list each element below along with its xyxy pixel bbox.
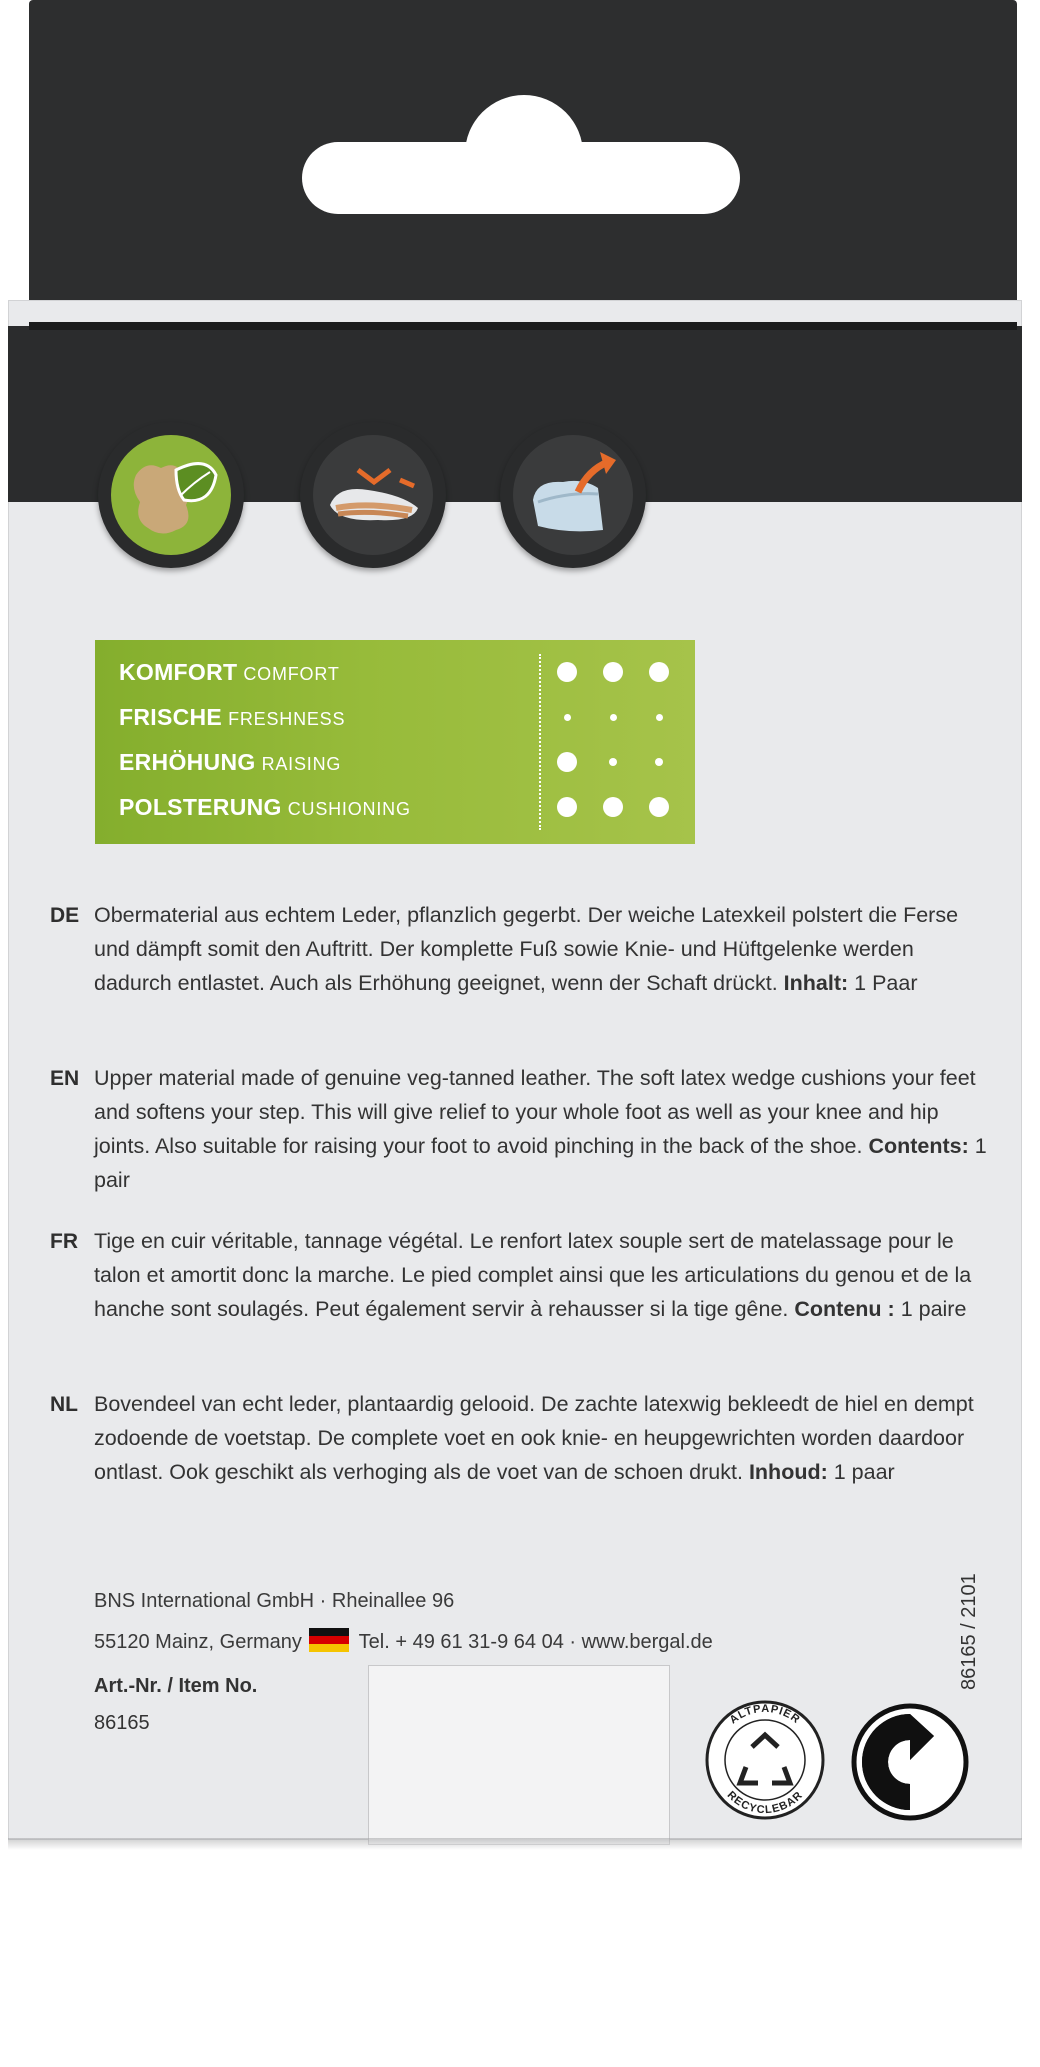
feature-label-de: KOMFORT	[119, 659, 238, 685]
feature-label-de: FRISCHE	[119, 704, 223, 730]
rating-dot	[557, 752, 577, 772]
rating-dot	[557, 662, 577, 682]
contents-value: 1 pair	[94, 1134, 987, 1192]
lang-code-en: EN	[50, 1067, 80, 1090]
lang-code-nl: NL	[50, 1393, 78, 1416]
rating-dot	[557, 797, 577, 817]
feature-label-en: COMFORT	[243, 664, 340, 684]
feature-label-de: ERHÖHUNG	[119, 749, 256, 775]
description-text: Bovendeel van echt leder, plantaardig gelooid. De zachte latexwig bekleedt de hiel en dempt zodoende de voetstap. De complete voet en ook knie- en heupgewrichten worden daardoor ontlast. Ook geschikt als verhoging als de voet van de schoen drukt.	[94, 1392, 974, 1484]
description-fr	[94, 1224, 994, 1326]
item-number-label: Art.-Nr. / Item No.	[94, 1675, 258, 1697]
company-contact	[94, 1628, 713, 1654]
description-nl	[94, 1387, 994, 1489]
contents-value: 1 Paar	[854, 971, 918, 995]
vertical-code: 86165 / 2101	[958, 1573, 980, 1690]
barcode-area	[368, 1665, 670, 1845]
feature-row-cushioning	[119, 787, 411, 827]
contents-label: Inhalt:	[783, 971, 849, 995]
raising-arrow-icon	[500, 422, 646, 568]
rating-dot	[649, 797, 669, 817]
rating-dot	[609, 758, 617, 766]
feature-label-en: CUSHIONING	[287, 799, 411, 819]
rating-divider	[539, 654, 541, 830]
description-text: Tige en cuir véritable, tannage végétal. Le renfort latex souple sert de matelassage pour le talon et amortit donc la marche. Le pied complet ainsi que les articulations du genou et de la hanche sont soulagés. Peut également servir à rehausser si la tige gêne.	[94, 1229, 972, 1321]
rating-dot	[603, 662, 623, 682]
leather-leaf-icon	[98, 422, 244, 568]
contents-value: 1 paar	[833, 1460, 895, 1484]
lang-code-de: DE	[50, 904, 80, 927]
recycle-badge-icon	[700, 1695, 830, 1825]
rating-dot	[655, 758, 663, 766]
item-number: 86165	[94, 1712, 150, 1734]
flap-crease	[29, 322, 1017, 330]
rating-dot	[603, 797, 623, 817]
rating-dot	[649, 662, 669, 682]
rating-dot	[656, 714, 663, 721]
description-en	[94, 1061, 994, 1197]
feature-label-en: RAISING	[261, 754, 342, 774]
company-city: 55120 Mainz, Germany	[94, 1631, 302, 1653]
feature-label-en: FRESHNESS	[228, 709, 346, 729]
feature-row-freshness	[119, 697, 345, 737]
box-bottom-edge	[8, 1838, 1022, 1850]
recycle-badge-top: ALTPAPIER	[727, 1702, 803, 1727]
lang-code-fr: FR	[50, 1230, 78, 1253]
description-de	[94, 898, 994, 1000]
green-dot-icon	[848, 1700, 972, 1824]
company-address: BNS International GmbH · Rheinallee 96	[94, 1590, 455, 1612]
rating-dot	[564, 714, 571, 721]
contents-label: Inhoud:	[748, 1460, 828, 1484]
hang-hole	[302, 142, 740, 214]
german-flag-icon	[309, 1628, 349, 1652]
description-text: Upper material made of genuine veg-tanned leather. The soft latex wedge cushions your feet and softens your step. This will give relief to your whole foot as well as your knee and hip joints. Also suitable for raising your foot to avoid pinching in the back of the shoe.	[94, 1066, 976, 1158]
feature-label-de: POLSTERUNG	[119, 794, 282, 820]
description-text: Obermaterial aus echtem Leder, pflanzlich gegerbt. Der weiche Latexkeil polstert die Ferse und dämpft somit den Auftritt. Der komplette Fuß sowie Knie- und Hüftgelenke werden dadurch entlastet. Auch als Erhöhung geeignet, wenn der Schaft drückt.	[94, 903, 959, 995]
company-phone-web: Tel. + 49 61 31-9 64 04 · www.bergal.de	[358, 1631, 713, 1653]
feature-row-comfort	[119, 652, 340, 692]
contents-label: Contents:	[868, 1134, 969, 1158]
recycle-badge-bottom: RECYCLEBAR	[724, 1789, 806, 1817]
rating-dot	[610, 714, 617, 721]
heel-cushion-icon	[300, 422, 446, 568]
feature-row-raising	[119, 742, 341, 782]
contents-label: Contenu :	[794, 1297, 895, 1321]
contents-value: 1 paire	[900, 1297, 967, 1321]
feature-panel	[95, 640, 695, 844]
